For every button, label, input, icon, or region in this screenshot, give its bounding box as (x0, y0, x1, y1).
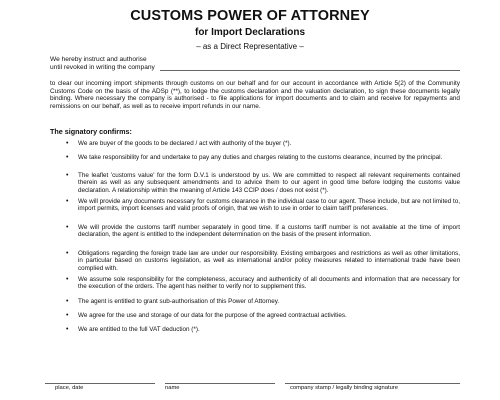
document-subsubtitle: – as a Direct Representative – (196, 42, 304, 51)
bullet-icon: • (66, 250, 69, 257)
list-item-text: We will provide the customs tariff number separately in good time. If a customs tariff number is not available at the time of import declaration, the agent is entitled to the independent determination on the basis of the present information. (78, 224, 460, 239)
list-item-text: The leaflet 'customs value' for the form D.V.1 is understood by us. We are committed to respect all relevant requirements contained therein as well as any subsequent amendments and to advice them to our agent in good time before lodging the customs value declaration. A relationship within the meaning of Article 143 CCIP does / does not exist (*). (78, 172, 460, 194)
authorisation-paragraph: to clear our incoming import shipments through customs on our behalf and for our account in accordance with Article 5(2) of the Community Customs Code on the basis of the ADSp (**), to lodge the customs declaration and the valuation declaration, to sign these documents legally binding. Where necessary the company is authorised - to file applications for import documents and to claim and receive for repayments and remissions on our behalf, as well as to receive import refunds in our name. (50, 80, 460, 110)
bullet-icon: • (66, 172, 69, 179)
bullet-icon: • (66, 224, 69, 231)
signature-line[interactable] (285, 383, 460, 384)
intro-text (50, 56, 155, 72)
list-item-text: We assume sole responsibility for the completeness, accuracy and authenticity of all documents and information that are necessary for the execution of the orders. The agent has neither to verify nor to supplement this. (78, 276, 460, 291)
document-subtitle: for Import Declarations (194, 27, 306, 38)
company-name-line[interactable] (160, 70, 460, 71)
section-heading: The signatory confirms: (50, 127, 132, 136)
bullet-icon: • (66, 154, 69, 161)
list-item-text: We take responsibility for and undertake to pay any duties and charges relating to the customs clearance, incurred by the principal. (78, 154, 443, 161)
list-item-text: The agent is entitled to grant sub-authorisation of this Power of Attorney. (78, 298, 280, 305)
list-item-text: We are buyer of the goods to be declared / act with authority of the buyer (*). (78, 140, 292, 147)
name-label: name (165, 385, 180, 391)
place-date-line[interactable] (45, 383, 155, 384)
name-line[interactable] (165, 383, 275, 384)
document-title: CUSTOMS POWER OF ATTORNEY (130, 8, 370, 24)
bullet-icon: • (66, 276, 69, 283)
intro-line-1: We hereby instruct and authorise (50, 56, 147, 63)
bullet-icon: • (66, 140, 69, 147)
stamp-signature-label: company stamp / legally binding signature (290, 385, 398, 391)
bullet-icon: • (66, 326, 69, 333)
bullet-icon: • (66, 198, 69, 205)
intro-line-2: until revoked in writing the company (50, 64, 155, 71)
list-item-text: We are entitled to the full VAT deduction (*). (78, 326, 200, 333)
bullet-icon: • (66, 312, 69, 319)
place-date-label: place, date (55, 385, 84, 391)
list-item-text: We will provide any documents necessary for customs clearance in the individual case to our agent. These include, but are not limited to, import permits, import licenses and valid proofs of origin, that we wish to use in order to claim tariff preferences. (78, 198, 460, 213)
bullet-icon: • (66, 298, 69, 305)
list-item-text: Obligations regarding the foreign trade law are under our responsibility. Existing embargoes and restrictions as well as other limitations, in particular based on customs legislation, as well as international and/or policy measures related to international trade have been complied with. (78, 250, 460, 272)
list-item-text: We agree for the use and storage of our data for the purpose of the agreed contractual activities. (78, 312, 347, 319)
